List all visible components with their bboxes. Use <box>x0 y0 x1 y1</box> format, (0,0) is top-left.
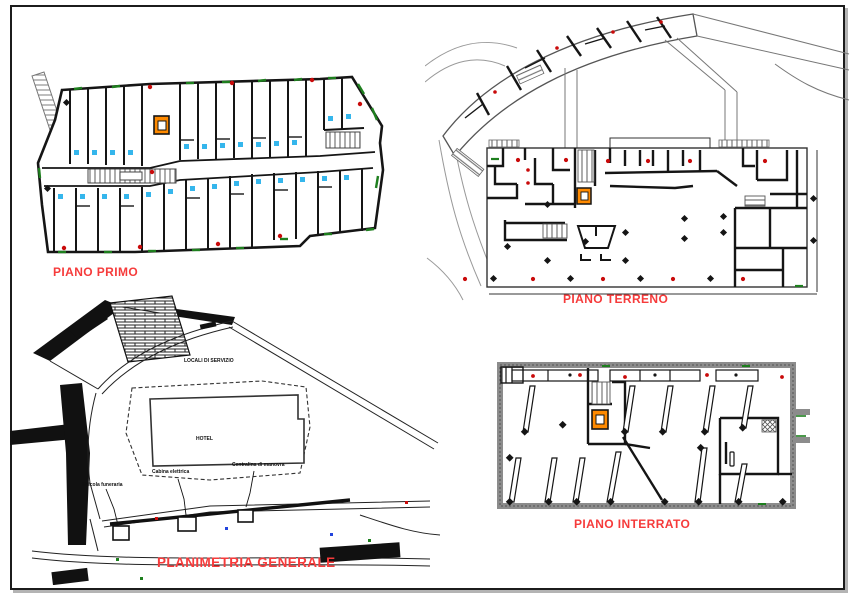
label-centralina: Centralina di manovra <box>232 462 285 468</box>
label-hotel-building: HOTEL <box>196 436 213 442</box>
elevator <box>577 188 591 204</box>
corridor-stair <box>88 169 176 183</box>
outer-wall <box>500 365 810 506</box>
caption-planimetria-generale: PLANIMETRIA GENERALE <box>157 555 336 570</box>
machine-hatch <box>762 420 776 432</box>
floor-outline <box>38 77 383 252</box>
caption-piano-terreno: PIANO TERRENO <box>563 292 669 306</box>
existing-building-hatched <box>110 296 190 362</box>
caption-piano-interrato: PIANO INTERRATO <box>574 517 691 531</box>
label-edicola: Edicola funeraria <box>82 482 123 488</box>
stair-core <box>592 382 610 404</box>
plan-planimetria-generale <box>10 293 450 585</box>
upper-wing <box>443 14 697 156</box>
label-service-road: LOCALI DI SERVIZIO <box>184 358 234 364</box>
elevator <box>154 116 169 134</box>
caption-piano-primo: PIANO PRIMO <box>53 265 139 279</box>
entry-ramp <box>452 148 484 176</box>
elevator <box>592 410 608 429</box>
stair-right <box>326 132 360 148</box>
plan-piano-primo <box>28 68 418 268</box>
label-cabina: Cabina elettrica <box>152 469 190 475</box>
exterior-grates <box>489 140 769 147</box>
plan-piano-terreno <box>425 8 850 303</box>
plan-piano-interrato <box>490 352 820 522</box>
